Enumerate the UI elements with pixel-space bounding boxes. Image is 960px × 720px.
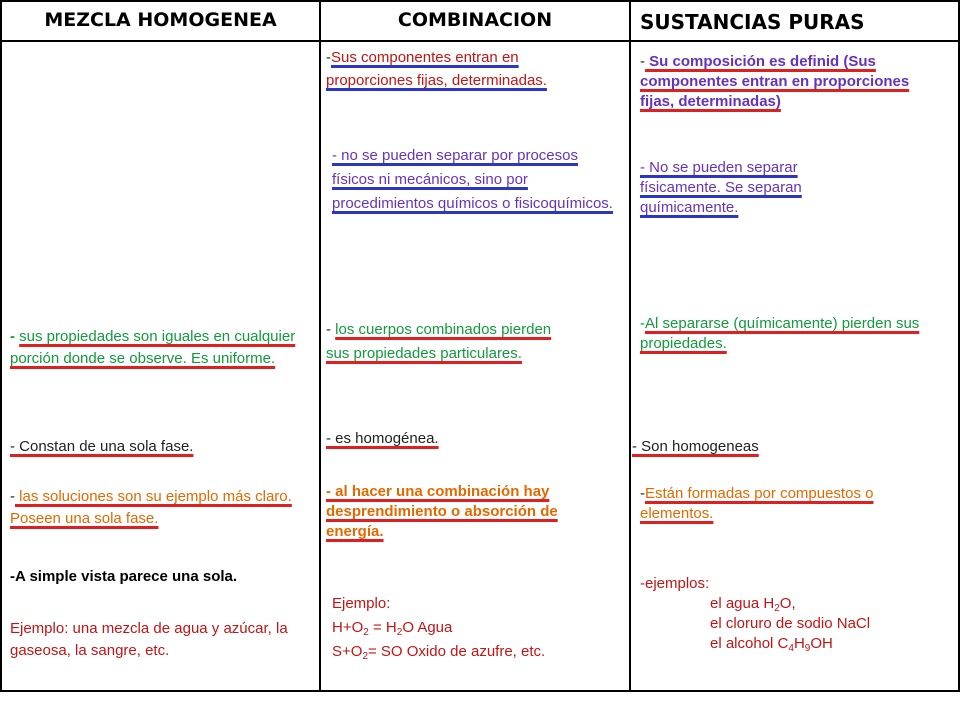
mezcla-soluciones-text: las soluciones son su ejemplo más claro. Poseen una sola fase. <box>10 488 292 527</box>
puras-homogeneas <box>632 436 932 458</box>
mezcla-una-fase-text: - Constan de una sola fase. <box>10 438 194 455</box>
comb-cuerpos-text: los cuerpos combinados pierden sus propiedades particulares. <box>326 321 552 362</box>
puras-al-separarse-prefix: - <box>640 315 645 332</box>
puras-ejemplos-label: -ejemplos: <box>640 575 710 592</box>
comb-no-separar <box>332 144 617 216</box>
comb-homogenea <box>326 428 616 450</box>
puras-al-separarse-text: Al separarse (químicamente) pierden sus propiedades. <box>640 315 920 352</box>
comb-ejemplo-2: $S+O_2=$ SO Oxido de azufre, etc. <box>332 643 546 662</box>
puras-ejemplo-agua: el agua $H_2O$, <box>710 595 796 614</box>
puras-ejemplos <box>640 574 940 654</box>
puras-composicion-prefix: - <box>640 53 645 70</box>
puras-composicion-text: Su composición es definid (Sus componentes entran en proporciones fijas, determinadas) <box>640 53 910 110</box>
comb-energia-text: - al hacer una combinación hay desprendimiento o absorción de energía. <box>326 483 558 540</box>
header-sustancias-puras: SUSTANCIAS PURAS <box>640 10 865 34</box>
mezcla-soluciones-prefix: - <box>10 488 15 505</box>
column-divider-2 <box>629 0 631 690</box>
comb-energia <box>326 482 618 542</box>
mezcla-una-fase <box>10 436 308 458</box>
puras-formadas-text: Están formadas por compuestos o elementos. <box>640 485 874 522</box>
comb-homogenea-text: - es homogénea. <box>326 430 439 447</box>
puras-al-separarse <box>640 314 930 354</box>
puras-composicion <box>640 52 945 112</box>
mezcla-propiedades-prefix: - <box>10 328 20 345</box>
mezcla-propiedades <box>10 326 308 370</box>
puras-ejemplo-alcohol: el alcohol $C_4H_9OH$ <box>710 635 833 654</box>
mezcla-propiedades-text: sus propiedades son iguales en cualquier porción donde se observe. Es uniforme. <box>10 328 296 367</box>
puras-formadas-prefix: - <box>640 485 645 502</box>
puras-homogeneas-text: - Son homogeneas <box>632 438 759 455</box>
puras-ejemplo-cloruro: el cloruro de sodio NaCl <box>710 615 871 632</box>
puras-formadas <box>640 484 940 524</box>
comb-ejemplo-label: Ejemplo: <box>332 595 391 612</box>
header-mezcla-homogenea: MEZCLA HOMOGENEA <box>44 9 277 31</box>
header-combinacion: COMBINACION <box>397 9 553 31</box>
mezcla-simple-vista: -A simple vista parece una sola. <box>10 568 238 585</box>
mezcla-soluciones <box>10 486 308 530</box>
puras-no-separar-text: - No se pueden separar físicamente. Se separan químicamente. <box>640 159 802 216</box>
comb-proporciones-prefix: - <box>326 49 331 66</box>
puras-no-separar <box>640 158 880 218</box>
comb-cuerpos <box>326 318 566 366</box>
mezcla-ejemplo: Ejemplo: una mezcla de agua y azúcar, la gaseosa, la sangre, etc. <box>10 620 288 659</box>
comb-ejemplo-1: $H+O_2 = H_2O$ Agua <box>332 619 453 638</box>
comb-no-separar-text: - no se pueden separar por procesos físicos ni mecánicos, sino por procedimientos químicos o fisicoquímicos. <box>332 147 613 212</box>
comb-proporciones-text: Sus componentes entran en proporciones fijas, determinadas. <box>326 49 547 89</box>
column-divider-1 <box>319 0 321 690</box>
comb-ejemplos <box>332 592 612 664</box>
comb-proporciones-fijas <box>326 46 566 92</box>
comb-cuerpos-prefix: - <box>326 321 336 338</box>
